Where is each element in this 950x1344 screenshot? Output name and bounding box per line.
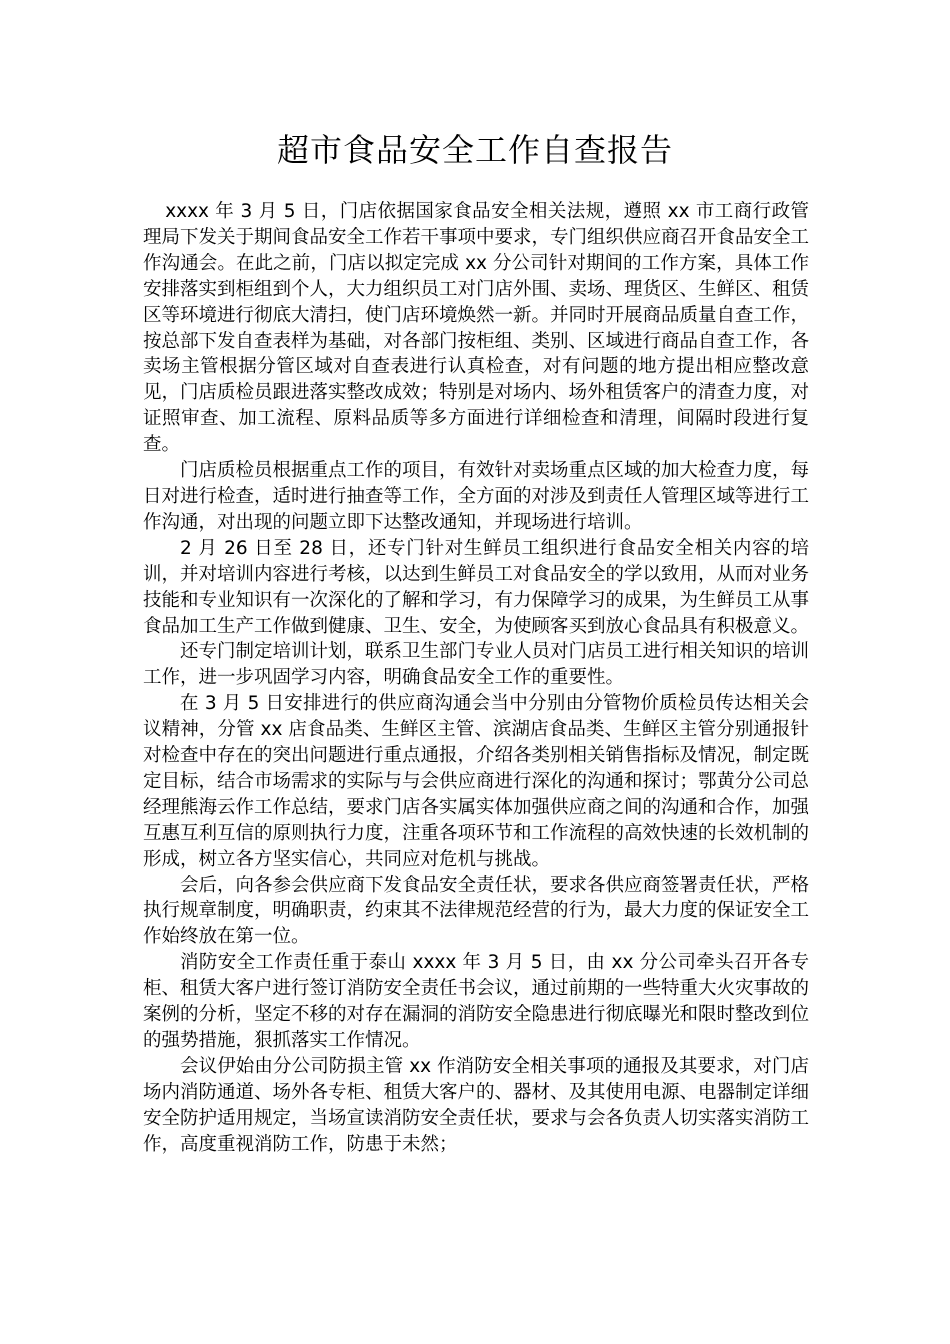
paragraph-7: 消防安全工作责任重于泰山 xxxx 年 3 月 5 日，由 xx 分公司牵头召开各专柜、租赁大客户进行签订消防安全责任书会议，通过前期的一些特重大火灾事故的案例的分析，坚定不移的对存在漏洞的消防安全隐患进行彻底曝光和限时整改到位的强势措施，狠抓落实工作情况。 — [143, 952, 810, 1051]
paragraph-6: 会后，向各参会供应商下发食品安全责任状，要求各供应商签署责任状，严格执行规章制度，明确职责，约束其不法律规范经营的行为，最大力度的保证安全工作始终放在第一位。 — [143, 874, 810, 948]
document-body — [143, 199, 809, 1158]
paragraph-8: 会议伊始由分公司防损主管 xx 作消防安全相关事项的通报及其要求，对门店场内消防通道、场外各专柜、租赁大客户的、器材、及其使用电源、电器制定详细安全防护适用规定，当场宣读消防安全责任状，要求与会各负责人切实落实消防工作，高度重视消防工作，防患于未然； — [143, 1055, 810, 1155]
paragraph-5: 在 3 月 5 日安排进行的供应商沟通会当中分别由分管物价质检员传达相关会议精神，分管 xx 店食品类、生鲜区主管、滨湖店食品类、生鲜区主管分别通报针对检查中存在的突出问题进行重点通报，介绍各类别相关销售指标及情况，制定既定目标，结合市场需求的实际与与会供应商进行深化的沟通和探讨；鄂黄分公司总经理熊海云作工作总结，要求门店各实属实体加强供应商之间的沟通和合作，加强互惠互利互信的原则执行力度，注重各项环节和工作流程的高效快速的长效机制的形成，树立各方坚实信心，共同应对危机与挑战。 — [143, 693, 810, 870]
paragraph-1: xxxx 年 3 月 5 日，门店依据国家食品安全相关法规，遵照 xx 市工商行政管理局下发关于期间食品安全工作若干事项中要求，专门组织供应商召开食品安全工作沟通会。在此之前，门店以拟定完成 xx 分公司针对期间的工作方案，具体工作安排落实到柜组到个人，大力组织员工对门店外围、卖场、理货区、生鲜区、租赁区等环境进行彻底大清扫，使门店环境焕然一新。并同时开展商品质量自查工作，按总部下发自查表样为基础，对各部门按柜组、类别、区域进行商品自查工作，各卖场主管根据分管区域对自查表进行认真检查，对有问题的地方提出相应整改意见，门店质检员跟进落实整改成效；特别是对场内、场外租赁客户的清查力度，对证照审查、加工流程、原料品质等多方面进行详细检查和清理，间隔时段进行复查。 — [143, 201, 810, 456]
paragraph-4: 还专门制定培训计划，联系卫生部门专业人员对门店员工进行相关知识的培训工作，进一步巩固学习内容，明确食品安全工作的重要性。 — [143, 641, 810, 689]
paragraph-2: 门店质检员根据重点工作的项目，有效针对卖场重点区域的加大检查力度，每日对进行检查，适时进行抽查等工作，全方面的对涉及到责任人管理区域等进行工作沟通，对出现的问题立即下达整改通知，并现场进行培训。 — [143, 460, 810, 533]
paragraph-3: 2 月 26 日至 28 日，还专门针对生鲜员工组织进行食品安全相关内容的培训，并对培训内容进行考核，以达到生鲜员工对食品安全的学以致用，从而对业务技能和专业知识有一次深化的了解和学习，有力保障学习的成果，为生鲜员工从事食品加工生产工作做到健康、卫生、安全，为使顾客买到放心食品具有积极意义。 — [143, 537, 810, 637]
document-title: 超市食品安全工作自查报告 — [276, 131, 673, 169]
